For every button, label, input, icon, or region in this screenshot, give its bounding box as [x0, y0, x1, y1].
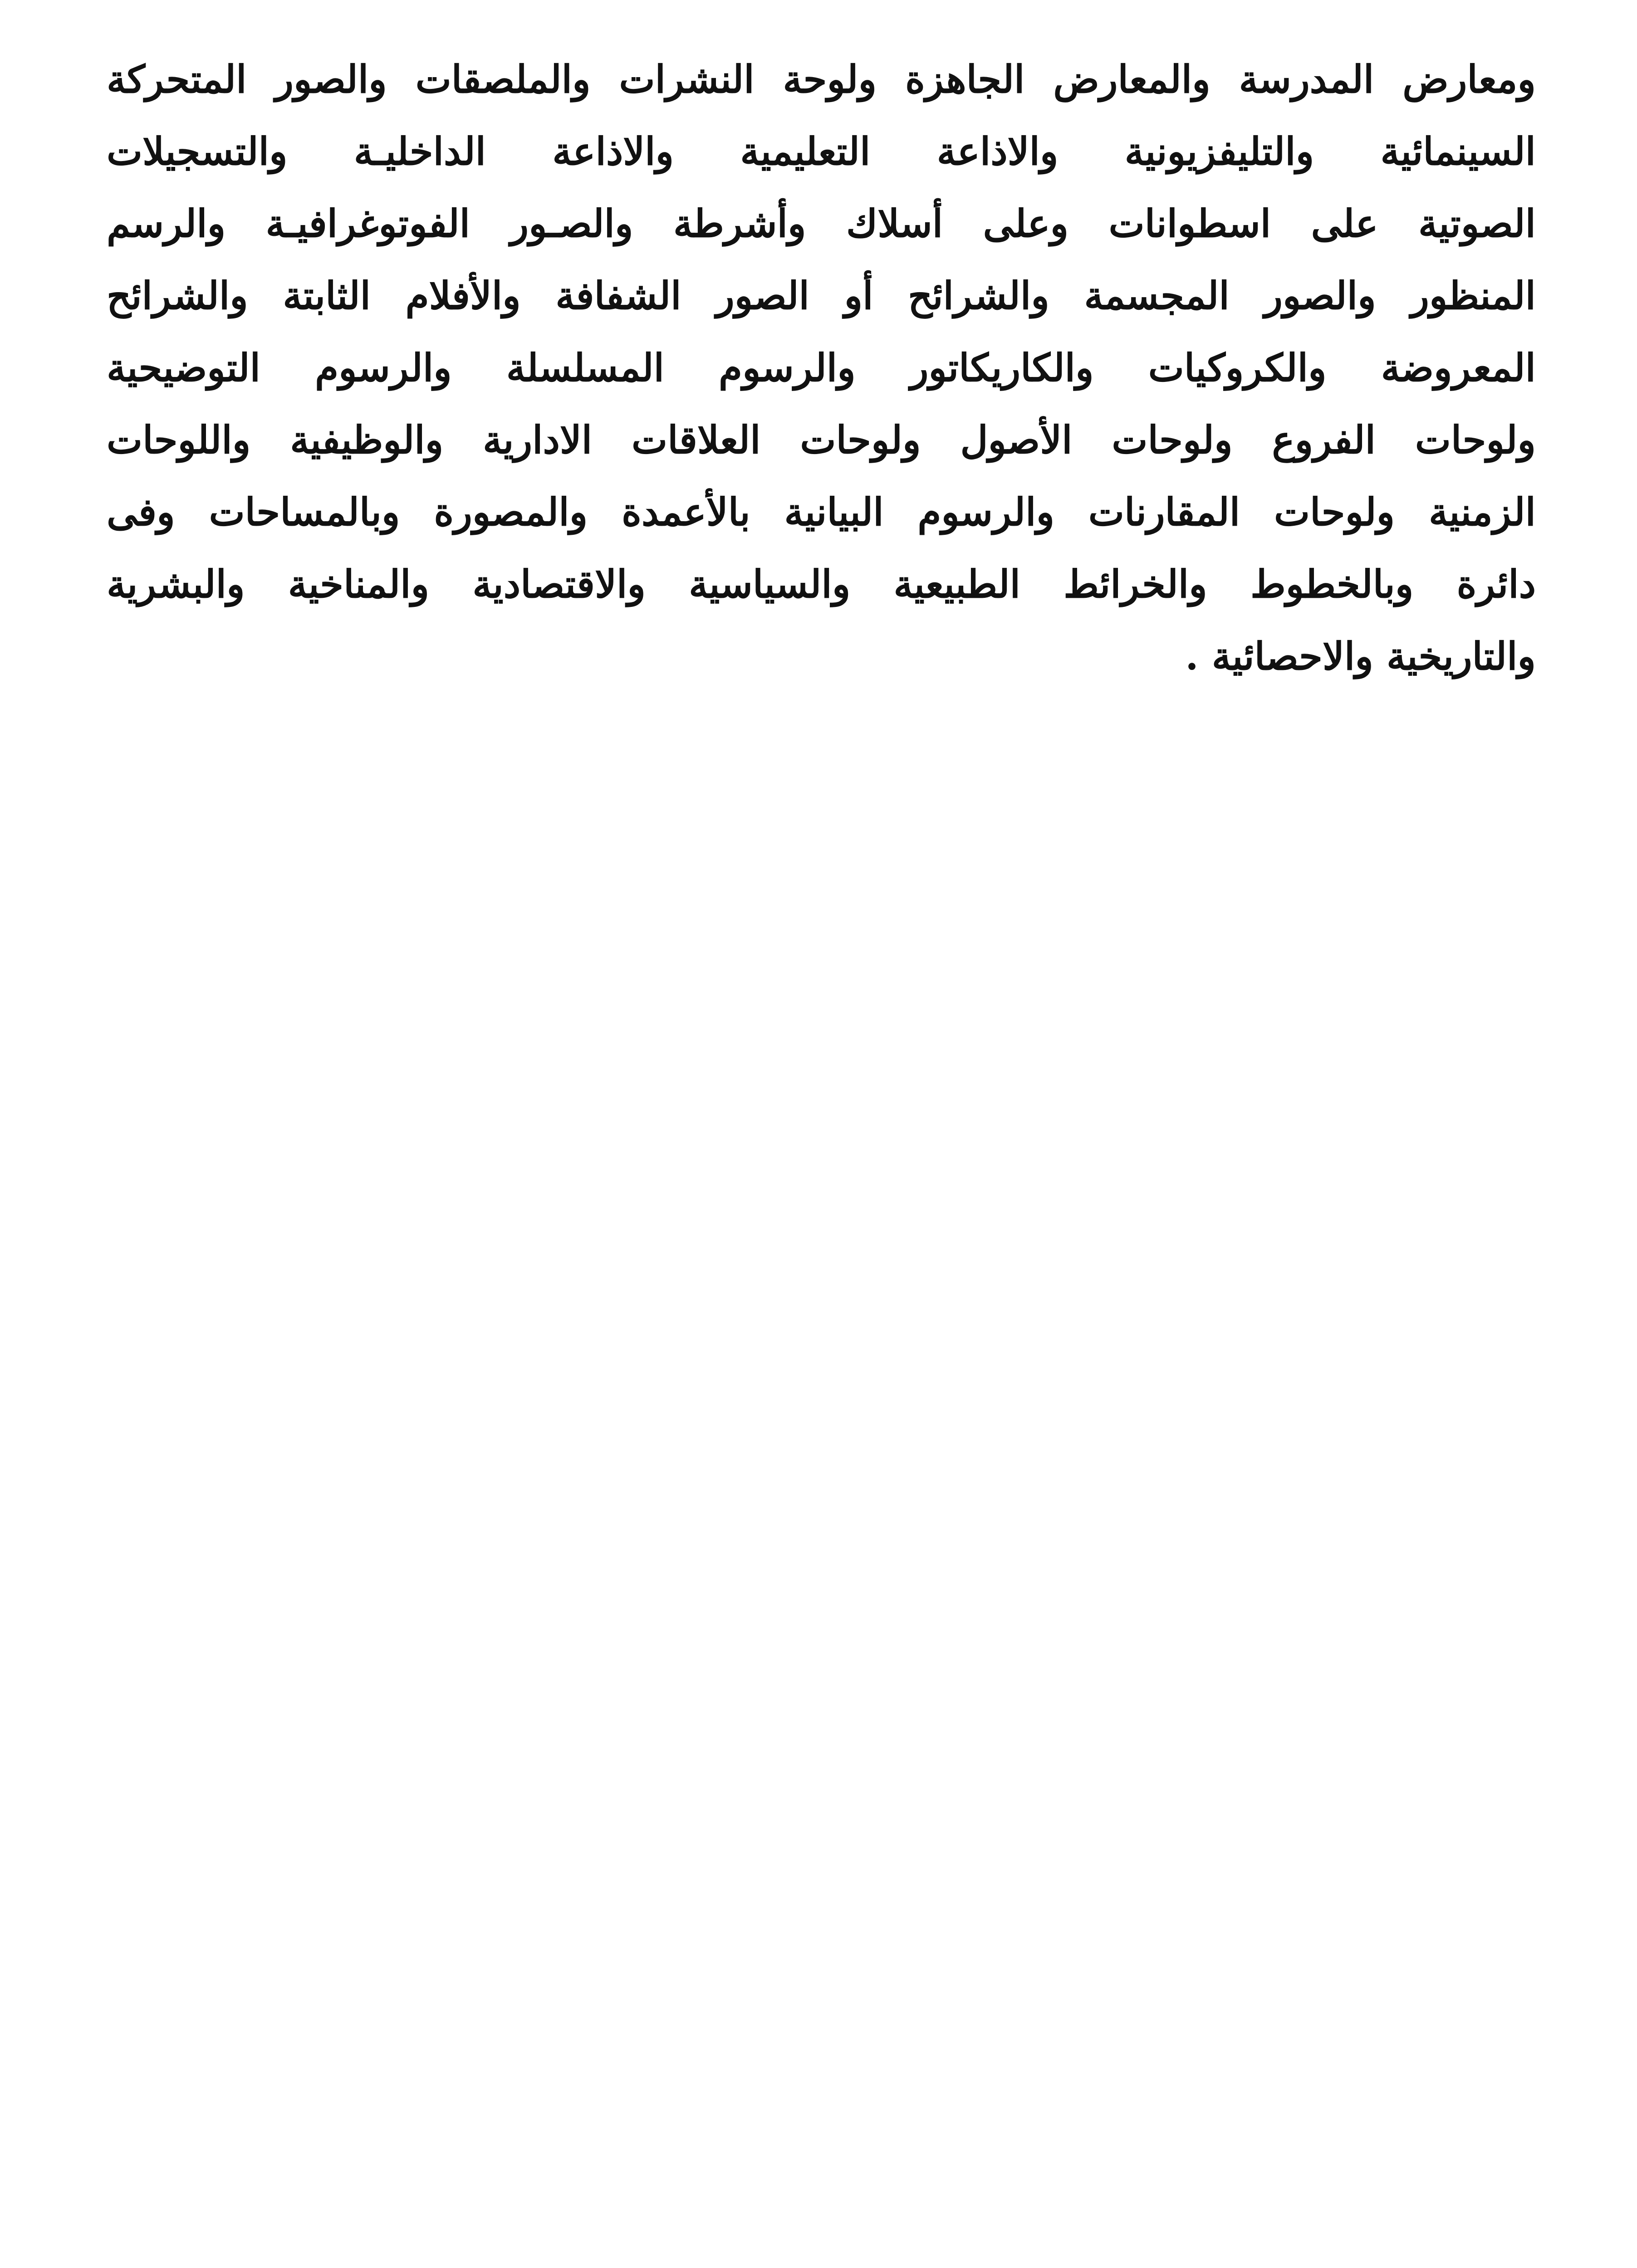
text-line: المعروضة والكروكيات والكاريكاتور والرسوم المسلسلة والرسوم التوضيحية	[107, 345, 1536, 390]
text-line: المنظور والصور المجسمة والشرائح أو الصور الشفافة والأفلام الثابتة والشرائح	[107, 273, 1536, 318]
body-paragraph	[107, 43, 1536, 692]
text-line: ولوحات الفروع ولوحات الأصول ولوحات العلاقات الادارية والوظيفية واللوحات	[107, 417, 1536, 462]
text-line: ومعارض المدرسة والمعارض الجاهزة ولوحة النشرات والملصقات والصور المتحركة	[107, 57, 1536, 102]
text-line-last: والتاريخية والاحصائية .	[1185, 634, 1536, 679]
text-line: السينمائية والتليفزيونية والاذاعة التعليمية والاذاعة الداخليـة والتسجيلات	[107, 129, 1536, 174]
text-line: الزمنية ولوحات المقارنات والرسوم البيانية بالأعمدة والمصورة وبالمساحات وفى	[107, 489, 1536, 534]
text-line: الصوتية على اسطوانات وعلى أسلاك وأشرطة والصـور الفوتوغرافيـة والرسم	[107, 201, 1536, 246]
text-line: دائرة وبالخطوط والخرائط الطبيعية والسياسية والاقتصادية والمناخية والبشرية	[107, 562, 1536, 606]
